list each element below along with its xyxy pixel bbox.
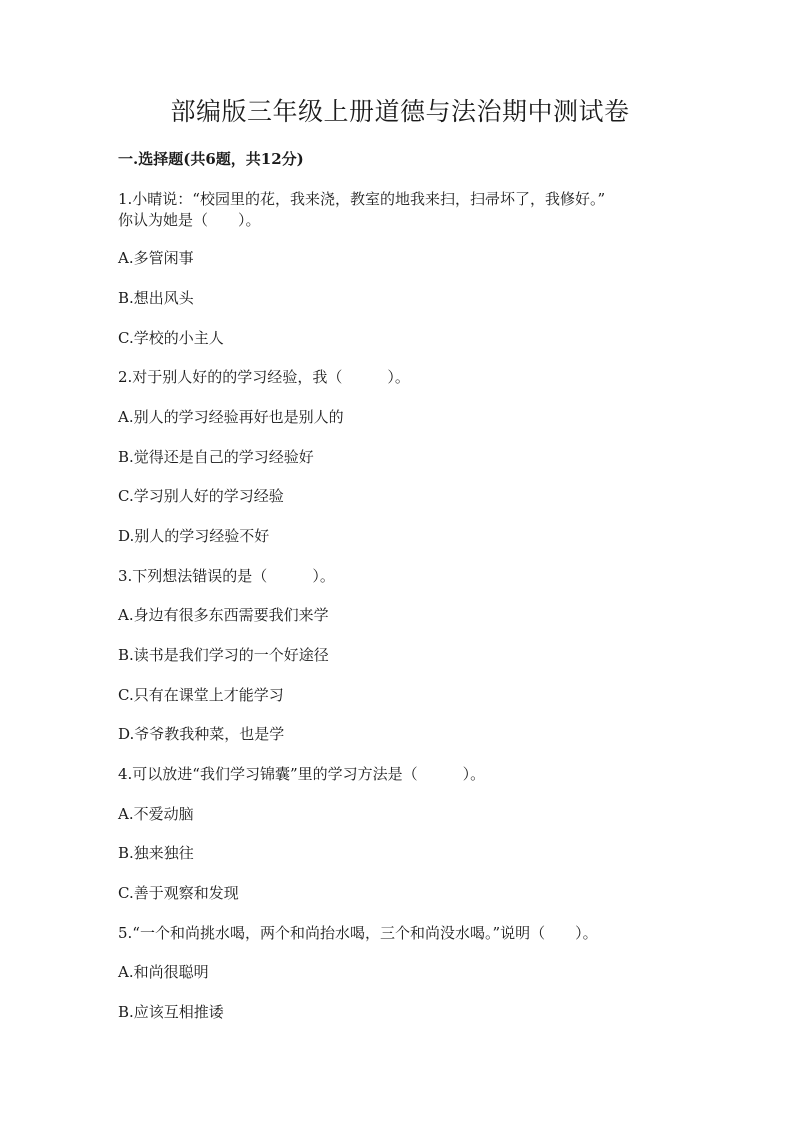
option-a: A.不爱动脑 — [118, 805, 194, 823]
option-b: B.想出风头 — [118, 289, 194, 307]
option-b: B.独来独往 — [118, 844, 194, 862]
option-a: A.身边有很多东西需要我们来学 — [118, 606, 329, 624]
option-a: A.别人的学习经验再好也是别人的 — [118, 408, 344, 426]
option-b: B.觉得还是自己的学习经验好 — [118, 448, 314, 466]
question-stem-line: 1.小晴说：“校园里的花，我来浇，教室的地我来扫，扫帚坏了，我修好。” — [118, 190, 606, 208]
option-d: D.别人的学习经验不好 — [118, 527, 270, 545]
option-a: A.和尚很聪明 — [118, 963, 209, 981]
question-stem-line: 3.下列想法错误的是（ ）。 — [118, 567, 335, 585]
option-a: A.多管闲事 — [118, 249, 194, 267]
question-stem-line: 2.对于别人好的的学习经验，我（ ）。 — [118, 368, 410, 386]
question-stem-line: 你认为她是（ ）。 — [118, 211, 261, 229]
page-title: 部编版三年级上册道德与法治期中测试卷 — [170, 97, 630, 126]
option-d: D.爷爷教我种菜，也是学 — [118, 725, 285, 743]
option-c: C.只有在课堂上才能学习 — [118, 686, 284, 704]
option-b: B.读书是我们学习的一个好途径 — [118, 646, 329, 664]
option-b: B.应该互相推诿 — [118, 1003, 224, 1021]
question-stem-line: 5.“一个和尚挑水喝，两个和尚抬水喝，三个和尚没水喝。”说明（ ）。 — [118, 924, 598, 942]
section-heading: 一.选择题(共6题，共12分) — [118, 150, 304, 168]
option-c: C.学校的小主人 — [118, 329, 224, 347]
question-stem-line: 4.可以放进“我们学习锦囊”里的学习方法是（ ）。 — [118, 765, 486, 783]
option-c: C.学习别人好的学习经验 — [118, 487, 284, 505]
option-c: C.善于观察和发现 — [118, 884, 239, 902]
